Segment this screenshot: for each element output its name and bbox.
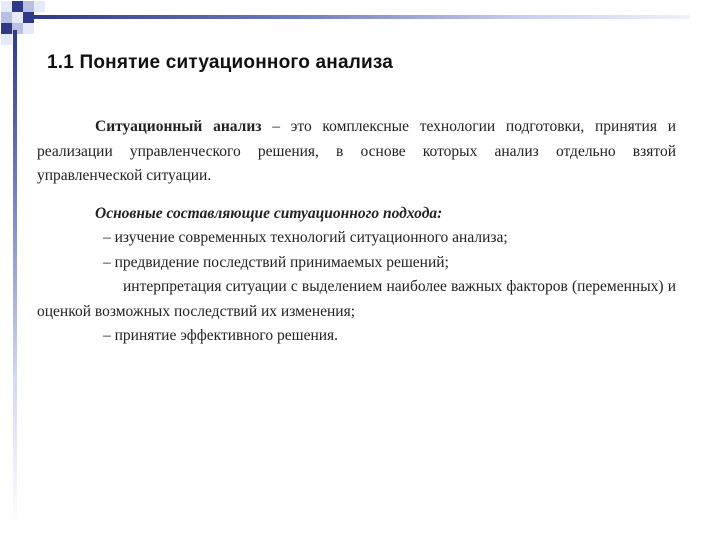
approach-heading: Основные составляющие ситуационного подхода: bbox=[95, 204, 443, 222]
list-item: интерпретация ситуации с выделением наиболее важных факторов (переменных) и оценкой возможных последствий их изменения; bbox=[37, 278, 676, 320]
definition-text: – это комплексные технологии подготовки, принятия и реализации управленческого решения, в основе которых анализ отдельно взятой управленческой ситуации. bbox=[37, 118, 676, 184]
top-gradient-bar bbox=[30, 15, 690, 19]
slide-body bbox=[37, 115, 676, 349]
slide-title: 1.1 Понятие ситуационного анализа bbox=[47, 52, 394, 73]
definition-term: Ситуационный анализ bbox=[95, 118, 262, 135]
left-gradient-bar bbox=[13, 30, 17, 530]
list-item: – предвидение последствий принимаемых решений; bbox=[103, 253, 449, 271]
definition-paragraph bbox=[37, 115, 676, 189]
list-item: – изучение современных технологий ситуационного анализа; bbox=[103, 229, 508, 246]
list-item: – принятие эффективного решения. bbox=[103, 327, 339, 344]
